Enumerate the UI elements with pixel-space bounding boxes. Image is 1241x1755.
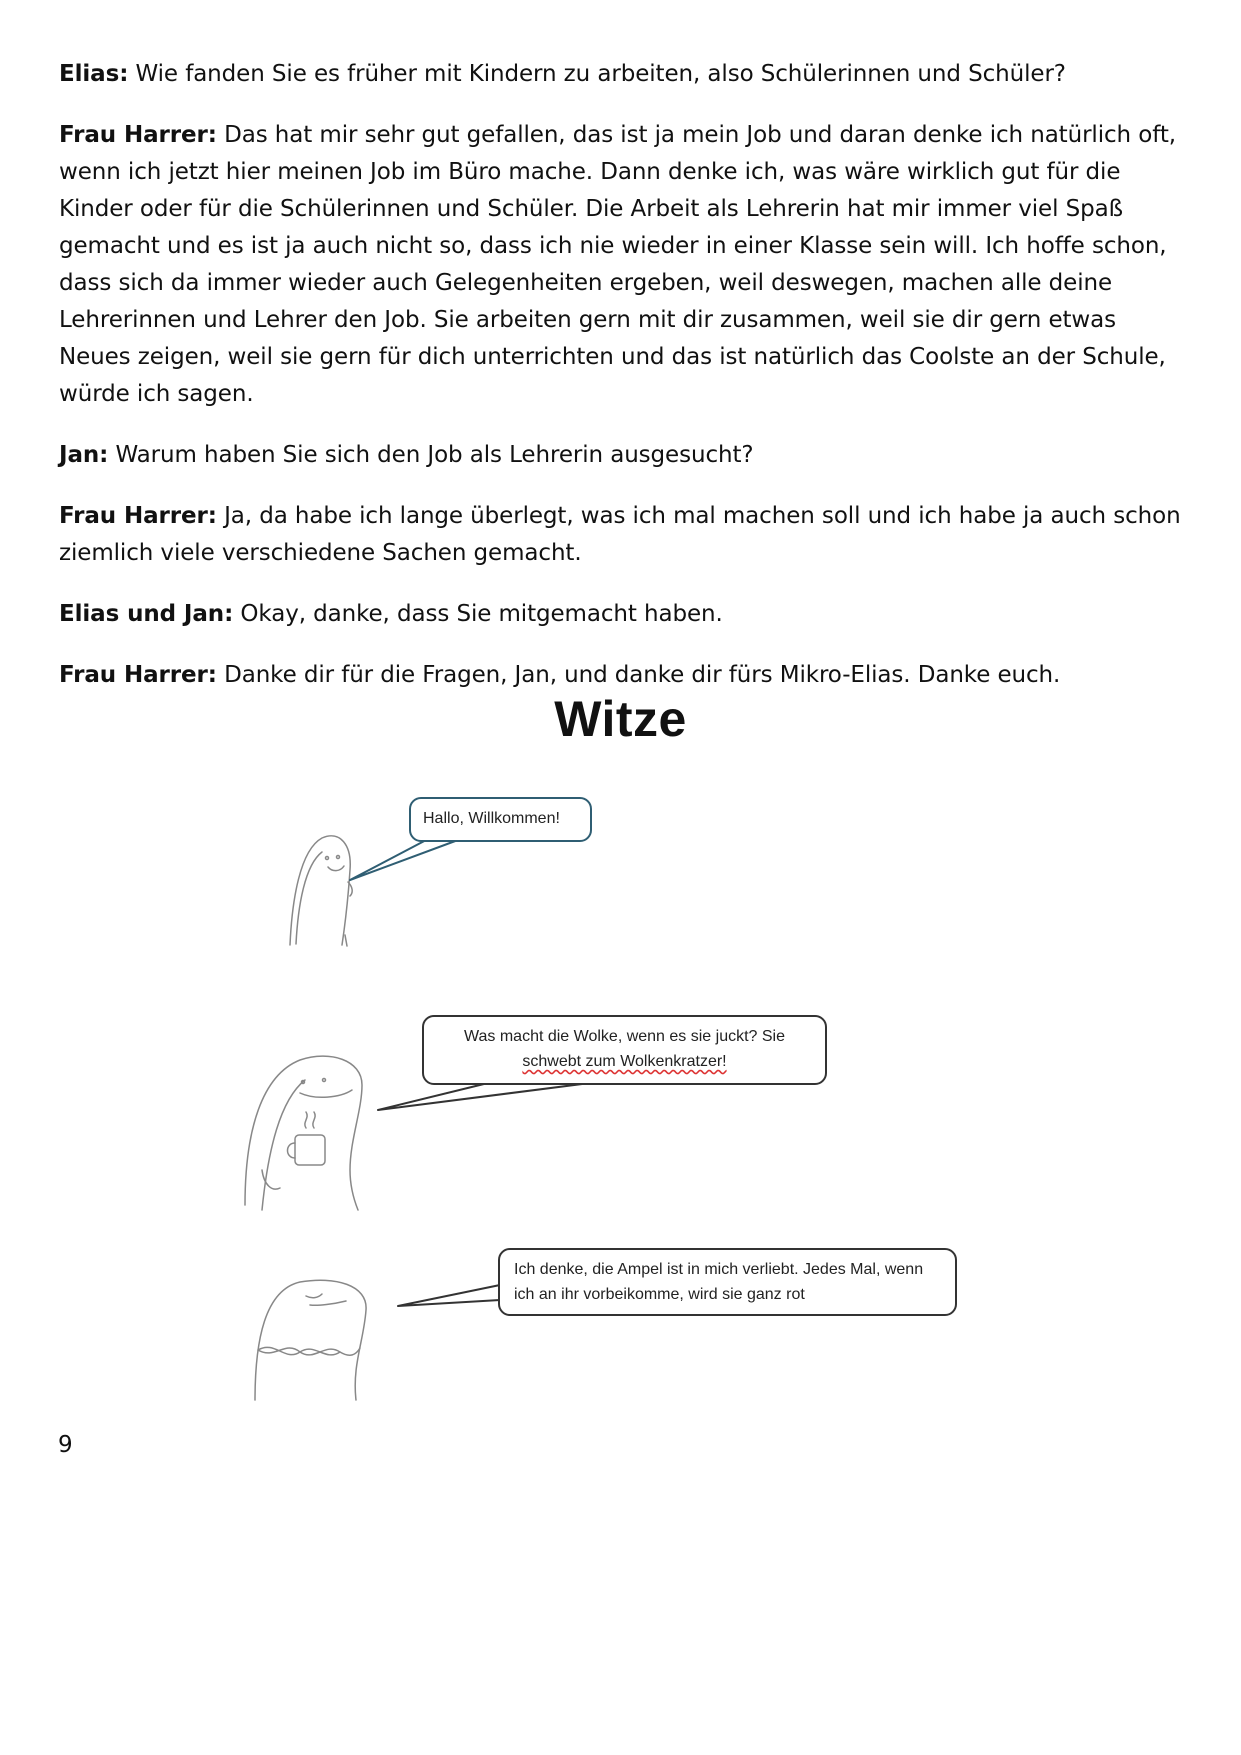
joke-text-line-1: Ich denke, die Ampel ist in mich verliebt. Jedes Mal, wenn [514, 1261, 924, 1278]
speech-tail-3 [398, 1285, 500, 1306]
jokes-heading: Witze [554, 691, 687, 747]
speech-tail-1 [350, 838, 458, 880]
utterance: Ja, da habe ich lange überlegt, was ich mal machen soll und ich habe ja auch schon ziemlich viele verschiedene Sachen gemacht. [59, 503, 1181, 566]
speech-bubble-2 [422, 1015, 827, 1085]
speaker-label: Jan: [59, 442, 109, 468]
utterance: Okay, danke, dass Sie mitgemacht haben. [233, 601, 723, 627]
utterance: Wie fanden Sie es früher mit Kindern zu arbeiten, also Schülerinnen und Schüler? [128, 61, 1066, 87]
joke-text-line-2: ich an ihr vorbeikomme, wird sie ganz rot [514, 1286, 805, 1303]
utterance: Das hat mir sehr gut gefallen, das ist ja mein Job und daran denke ich natürlich oft, wenn ich jetzt hier meinen Job im Büro mache. Dann denke ich, was wäre wirklich gut für die Kinder oder für die Schülerinnen und Schüler. Die Arbeit als Lehrerin hat mir immer viel Spaß gemacht und es ist ja auch nicht so, dass ich nie wieder in einer Klasse sein will. Ich hoffe schon, dass sich da immer wieder auch Gelegenheiten ergeben, weil deswegen, machen alle deine Lehrerinnen und Lehrer den Job. Sie arbeiten gern mit dir zusammen, weil sie dir gern etwas Neues zeigen, weil sie gern für dich unterrichten und das ist natürlich das Coolste an der Schule, würde ich sagen. [59, 122, 1176, 407]
speaker-label: Elias und Jan: [59, 601, 234, 627]
joke-text: Hallo, Willkommen! [423, 810, 560, 827]
page-number: 9 [58, 1432, 73, 1458]
character-sketch-3 [255, 1280, 366, 1400]
joke-text-line-1: Was macht die Wolke, wenn es sie juckt? Sie [463, 1028, 786, 1045]
speech-tail-2 [378, 1083, 590, 1110]
character-sketch-2 [245, 1056, 362, 1210]
character-sketch-1 [290, 836, 352, 946]
utterance: Danke dir für die Fragen, Jan, und danke dir fürs Mikro-Elias. Danke euch. [216, 662, 1061, 688]
speech-bubble-3 [498, 1248, 957, 1316]
speech-bubble-1 [409, 797, 592, 842]
speaker-label: Frau Harrer: [59, 503, 217, 529]
speaker-label: Frau Harrer: [59, 662, 217, 688]
speaker-label: Elias: [59, 61, 129, 87]
joke-text-line-2: schwebt zum Wolkenkratzer! [522, 1053, 727, 1070]
speaker-label: Frau Harrer: [59, 122, 217, 148]
utterance: Warum haben Sie sich den Job als Lehrerin ausgesucht? [108, 442, 754, 468]
